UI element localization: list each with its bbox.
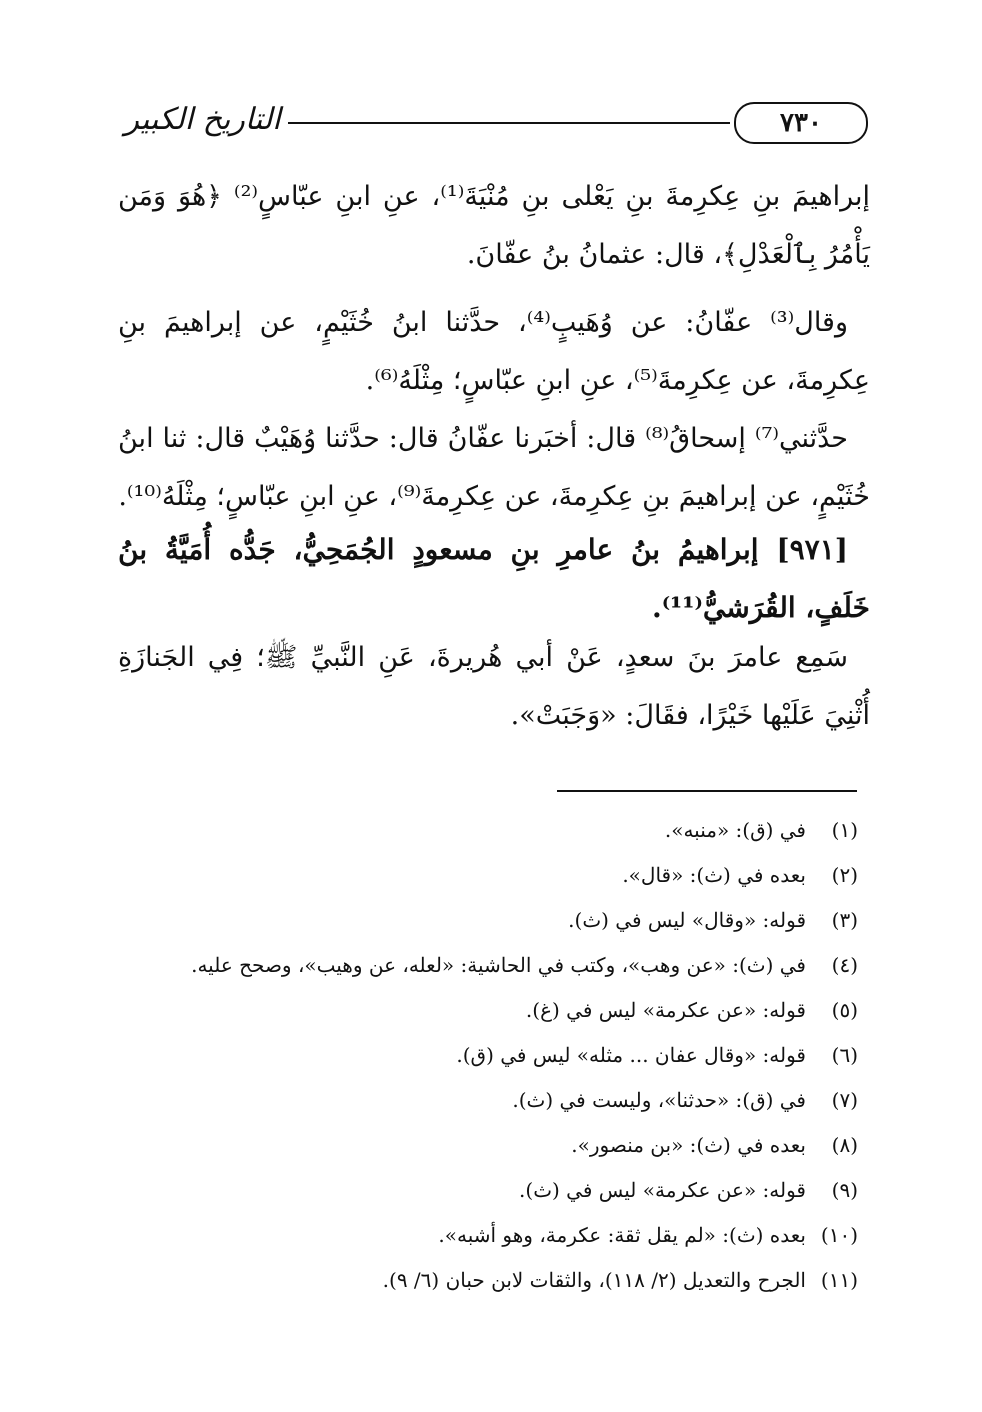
footnote-number: (١) — [831, 818, 858, 842]
footnote-number: (٥) — [831, 998, 858, 1022]
footnote — [118, 857, 858, 902]
footnote-number: (٨) — [831, 1133, 858, 1157]
paragraph-2: وقال⁽³⁾ عفّانُ: عن وُهَيبٍ⁽⁴⁾، حدَّثنا ابنُ خُثَيْمٍ، عن إبراهيمَ بنِ عِكرِمةَ، عن عِكرِمةَ⁽⁵⁾، عنِ ابنِ عبّاسٍ؛ مِثْلَهُ⁽⁶⁾. — [118, 307, 870, 396]
header-rule — [288, 122, 730, 124]
paragraph-1: إبراهيمَ بنِ عِكرِمةَ بنِ يَعْلى بنِ مُنْيَةَ⁽¹⁾، عنِ ابنِ عبّاسٍ⁽²⁾ ﴿هُوَ وَمَن يَأْمُرُ بِٱلْعَدْلِ﴾، قال: عثمانُ بنُ عفّانَ. — [118, 181, 870, 270]
footnote — [118, 1217, 858, 1262]
page-number: ٧٣٠ — [734, 102, 868, 144]
page-header — [120, 100, 868, 160]
footnote-number: (٧) — [831, 1088, 858, 1112]
footnote-text: قوله: «وقال» ليس في (ث). — [568, 908, 806, 932]
footnote-text: في (ث): «عن وهب»، وكتب في الحاشية: «لعله، عن وهيب»، وصحح عليه. — [191, 953, 806, 977]
footnote-number: (١٠) — [820, 1223, 858, 1247]
footnote — [118, 947, 858, 992]
footnote — [118, 992, 858, 1037]
footnote — [118, 812, 858, 857]
footnote — [118, 1262, 858, 1307]
footnote-text: بعده في (ث): «قال». — [622, 863, 806, 887]
footnote-text: بعده (ث): «لم يقل ثقة: عكرمة، وهو أشبه». — [438, 1223, 806, 1247]
footnote-number: (٢) — [831, 863, 858, 887]
footnote — [118, 902, 858, 947]
footnote-separator — [557, 790, 857, 792]
footnote-text: في (ق): «حدثنا»، وليست في (ث). — [512, 1088, 806, 1112]
footnote — [118, 1127, 858, 1172]
entry-heading: [٩٧١] إبراهيمُ بنُ عامرِ بنِ مسعودٍ الجُمَحِيُّ، جَدُّه أُمَيَّةُ بنُ خَلَفٍ، القُرَشيُّ⁽¹¹⁾. — [118, 533, 870, 624]
paragraph-3: حدَّثني⁽⁷⁾ إسحاقُ⁽⁸⁾ قال: أخبَرنا عفّانُ قال: حدَّثنا وُهَيْبٌ قال: ثنا ابنُ خُثَيْمٍ، عن إبراهيمَ بنِ عِكرِمةَ، عن عِكرِمةَ⁽⁹⁾، عنِ ابنِ عبّاسٍ؛ مِثْلَهُ⁽¹⁰⁾. — [118, 423, 870, 512]
footnote — [118, 1037, 858, 1082]
book-title: التاريخ الكبير — [124, 102, 281, 137]
footnote-number: (٣) — [831, 908, 858, 932]
footnote-text: الجرح والتعديل (٢/ ١١٨)، والثقات لابن حبان (٦/ ٩). — [382, 1268, 806, 1292]
footnote — [118, 1082, 858, 1127]
footnote-text: بعده في (ث): «بن منصور». — [571, 1133, 806, 1157]
footnote-text: قوله: «وقال عفان ... مثله» ليس في (ق). — [456, 1043, 806, 1067]
footnote-number: (١١) — [820, 1268, 858, 1292]
footnotes — [118, 812, 858, 1307]
paragraph-5: سَمِع عامرَ بنَ سعدٍ، عَنْ أبي هُريرةَ، عَنِ النَّبيِّ ﷺ؛ فِي الجَنازَةِ أُثْنِيَ عَلَيْها خَيْرًا، فقَالَ: «وَجَبَتْ». — [118, 642, 870, 731]
footnote-text: قوله: «عن عكرمة» ليس في (ث). — [519, 1178, 806, 1202]
footnote-text: قوله: «عن عكرمة» ليس في (غ). — [525, 998, 806, 1022]
footnote-number: (٤) — [831, 953, 858, 977]
footnote-text: في (ق): «منبه». — [664, 818, 806, 842]
footnote-number: (٩) — [831, 1178, 858, 1202]
footnote — [118, 1172, 858, 1217]
footnote-number: (٦) — [831, 1043, 858, 1067]
